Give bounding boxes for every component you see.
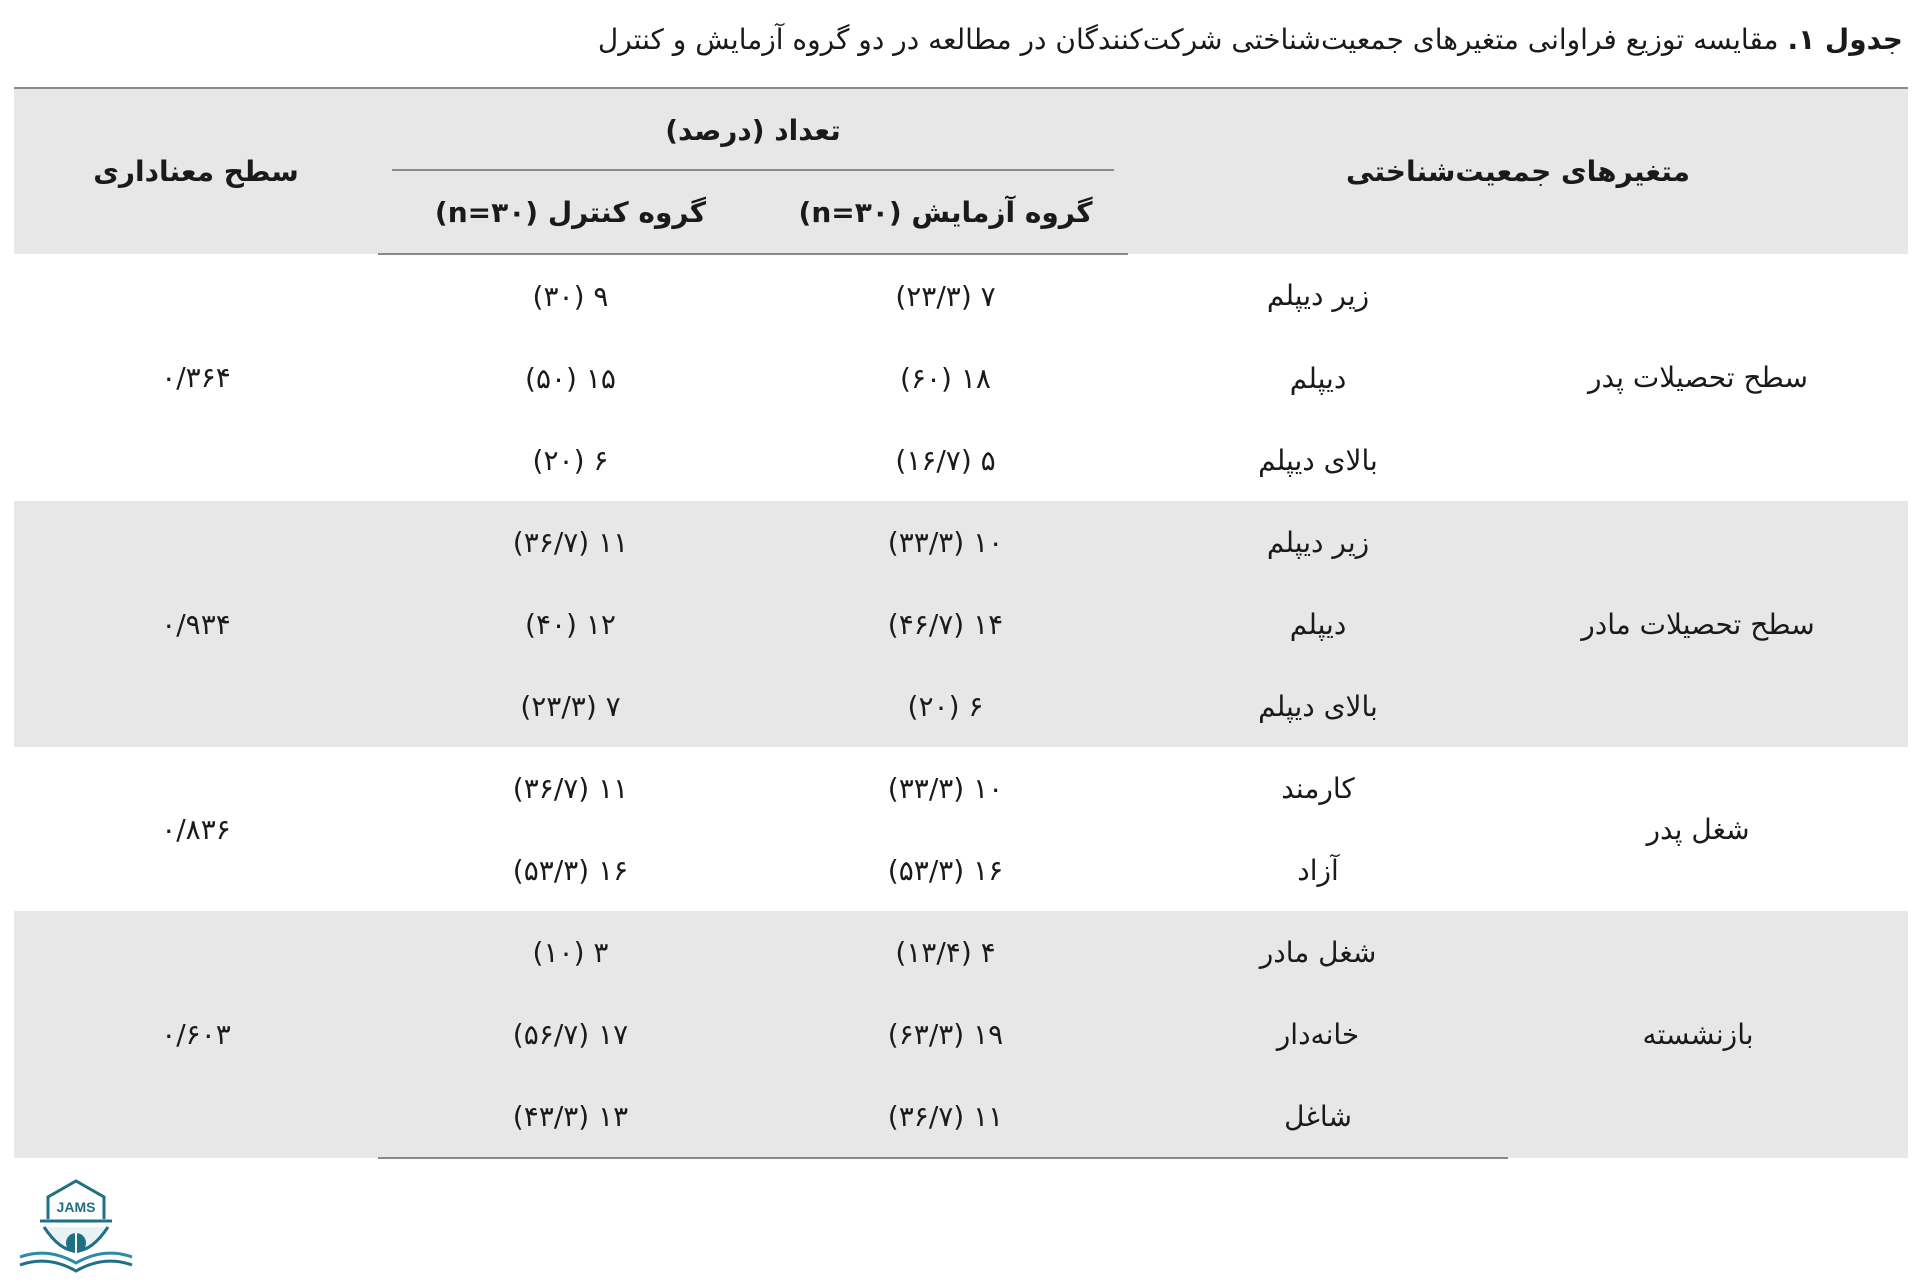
significance-cell: ۰/۸۳۶ [161, 812, 231, 846]
table-row [14, 747, 1908, 829]
caption-label: جدول ۱. [1787, 23, 1903, 56]
category-cell: بالای دیپلم [1128, 665, 1508, 747]
category-cell: دیپلم [1289, 361, 1347, 395]
category-cell: دیپلم [1128, 583, 1508, 665]
experimental-cell: ۵ (۱۶/۷) [895, 443, 996, 477]
header-variables: متغیرهای جمعیت‌شناختی [1128, 88, 1908, 254]
header-control: گروه کنترل (n=۳۰) [378, 171, 763, 254]
category-cell: شاغل [1128, 1075, 1508, 1158]
experimental-cell: ۷ (۲۳/۳) [895, 279, 996, 313]
control-cell: ۶ (۲۰) [532, 443, 609, 477]
header-count [378, 88, 1128, 171]
category-cell: بالای دیپلم [1258, 443, 1378, 477]
experimental-cell: ۴ (۱۳/۴) [763, 911, 1128, 993]
table-body [14, 254, 1908, 1158]
experimental-cell: ۱۸ (۶۰) [900, 361, 991, 395]
control-cell: ۱۳ (۴۳/۳) [378, 1075, 763, 1158]
logo-text: JAMS [56, 1199, 96, 1215]
table-row [14, 911, 1908, 993]
category-cell: کارمند [1281, 771, 1355, 805]
header-count-label: تعداد (درصد) [665, 113, 841, 147]
experimental-cell: ۱۶ (۵۳/۳) [887, 853, 1004, 887]
variable-cell: شغل پدر [1646, 812, 1750, 846]
experimental-cell: ۱۹ (۶۳/۳) [763, 993, 1128, 1075]
significance-cell: ۰/۳۶۴ [161, 361, 231, 394]
significance-cell: ۰/۶۰۳ [14, 911, 378, 1158]
control-cell: ۱۲ (۴۰) [378, 583, 763, 665]
table-row [14, 501, 1908, 583]
control-cell: ۱۶ (۵۳/۳) [512, 853, 629, 887]
control-cell: ۷ (۲۳/۳) [378, 665, 763, 747]
control-cell: ۱۷ (۵۶/۷) [378, 993, 763, 1075]
variable-cell: بازنشسته [1508, 911, 1908, 1158]
control-cell: ۳ (۱۰) [378, 911, 763, 993]
category-cell: شغل مادر [1128, 911, 1508, 993]
variable-cell: سطح تحصیلات پدر [1588, 361, 1808, 394]
category-cell: زیر دیپلم [1266, 279, 1370, 312]
control-cell: ۱۵ (۵۰) [525, 361, 616, 395]
category-cell: زیر دیپلم [1128, 501, 1508, 583]
category-cell: آزاد [1297, 853, 1339, 887]
experimental-cell: ۱۰ (۳۳/۳) [763, 501, 1128, 583]
control-cell: ۱۱ (۳۶/۷) [378, 501, 763, 583]
experimental-cell: ۱۱ (۳۶/۷) [763, 1075, 1128, 1158]
significance-cell: ۰/۹۳۴ [14, 501, 378, 747]
control-cell: ۱۱ (۳۶/۷) [512, 771, 629, 805]
header-count-rule [392, 169, 1114, 171]
table-header [14, 88, 1908, 254]
caption-text: مقایسه توزیع فراوانی متغیرهای جمعیت‌شناختی شرکت‌کنندگان در مطالعه در دو گروه آزمایش و کنترل [597, 23, 1788, 56]
journal-logo [14, 1175, 138, 1275]
experimental-cell: ۶ (۲۰) [763, 665, 1128, 747]
header-significance: سطح معناداری [14, 88, 378, 254]
demographics-table [14, 87, 1908, 1159]
control-cell: ۹ (۳۰) [532, 279, 609, 313]
table-caption [13, 18, 1903, 62]
header-experimental: گروه آزمایش (n=۳۰) [763, 171, 1128, 254]
experimental-cell: ۱۰ (۳۳/۳) [887, 771, 1004, 805]
experimental-cell: ۱۴ (۴۶/۷) [763, 583, 1128, 665]
variable-cell: سطح تحصیلات مادر [1508, 501, 1908, 747]
table-row [14, 254, 1908, 337]
category-cell: خانه‌دار [1128, 993, 1508, 1075]
